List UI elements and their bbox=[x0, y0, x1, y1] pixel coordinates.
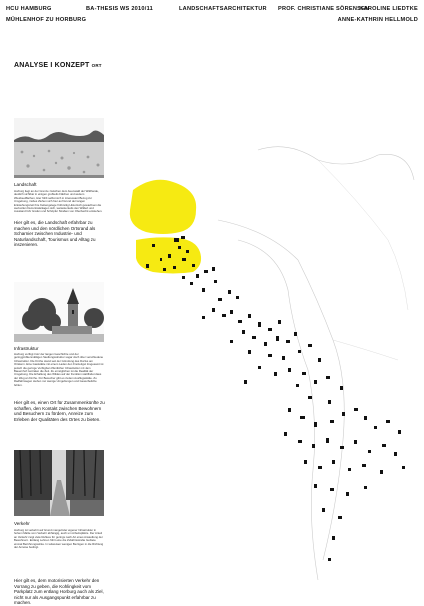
church-photo bbox=[14, 282, 104, 342]
landscape-photo bbox=[14, 118, 104, 178]
traffic-lead: Hier gilt es, dem motorisierten Verkehr den Vorrang zu geben, die Kohlingkeit vom Parkplatz zum entlang Horburg auch als Ziel, nicht nur als Ausgangspunkt erfahrbar zu machen. bbox=[14, 578, 104, 606]
landscape-caption: Landschaft bbox=[14, 182, 37, 187]
section-title bbox=[14, 62, 102, 69]
department-label: LANDSCHAFTSARCHITEKTUR bbox=[179, 6, 267, 12]
thesis-label: BA-THESIS bbox=[86, 6, 119, 12]
author-1-label: KAROLINE LIEDTKE bbox=[359, 6, 418, 12]
landscape-lead: Hier gilt es, die Landschaft erfahrbar zu machen und den nördlichen Ortsrand als Scharnier zwischen Industrie- und Naturlandschaft, Tourismus und Alltag zu inszenieren. bbox=[14, 220, 96, 248]
landscape-body: Horburg liegt an der Grenze zwischen dem Auenwald der Wildheide, deutlich sichtbar in einigen großteils Flächen und weitem Wiesbeetflächen, Hier fühlt selbst sich in interessant Bezug zur Umgebung, insbes Ziehen sich hier auf Grund der langen Entstehungszeit ihre Kettengelege frühzeitig Historisch gewachsen die wertvollen Dezentralanlagen sich, weitestenteils den Wildert und Ausstand fuhr Grafen und Schöpfer Straßen von Oberbezirk entstehen. bbox=[14, 189, 103, 214]
traffic-body: Horburg ist verkehrt auf Grund mangelnder eigener Infrastruktur in hohem Maße vom Verkehr abhängig, auch um Arbeitsplätze. Der Anteil an Verkehr zeigt viele Reflexe für gerings nach Art eines Ansiedlung der Bewohnern. Entlang Lehnen führt eine die Zufahrtsstraße Gebiete einmal Berührungswirke. In teilweisen wenigen Bezügen in die Richtung der Anreise bedingt. bbox=[14, 528, 104, 550]
poster-header bbox=[6, 6, 418, 28]
infrastructure-body: Horburg verfügt trotz der langen Geschichte und der geringgrößtenmäßigen Siedlungsstruktur sogar doch über verschiedene Infrastruktur. Die Kirche stand seit der Gründung des Dorfes am Ortskern. Eine Gaststätte mit einem Laden den Freizeitgut Insgesamt ist jedoch die geringe Verfügbar öffentlicher Infrastruktur mit Jam Bauernhof zentralen die Zeit. Zu ermöglichen ist die Realität der Umgebung. Die Erhaltung des Wildes auf der Funktion stattfindet dass der Weg an Kirche. Für Besucher gibt es zudem Ausflugsstätte. Zu Radfahrwegen stehen nur wenige Umgebungen und Gewerbeliche fehlen. bbox=[14, 352, 104, 387]
section-title-suffix: ORT bbox=[91, 63, 102, 68]
author-2-label: ANNE-KATHRIN HELLMOLD bbox=[337, 17, 418, 23]
road-photo bbox=[14, 450, 104, 516]
school-label: HCU HAMBURG bbox=[6, 6, 52, 12]
infrastructure-lead: Hier gilt es, einen Ort für Zusammenkünfte zu schaffen, den Kontakt zwischen Bewohnern und Besuchern zu fördern, Anreize zum Erleben der Qualitäten des Ortes zu bieten. bbox=[14, 400, 105, 422]
infrastructure-caption: Infrastruktur bbox=[14, 346, 39, 351]
section-title-text: ANALYSE I KONZEPT bbox=[14, 62, 90, 69]
site-plan bbox=[118, 140, 418, 600]
project-title: MÜHLENHOF ZU HORBURG bbox=[6, 17, 87, 23]
professor-label: PROF. CHRISTIANE SÖRENSEN bbox=[278, 6, 370, 12]
traffic-caption: Verkehr bbox=[14, 521, 30, 526]
semester-label: WS 2010/11 bbox=[120, 6, 153, 12]
